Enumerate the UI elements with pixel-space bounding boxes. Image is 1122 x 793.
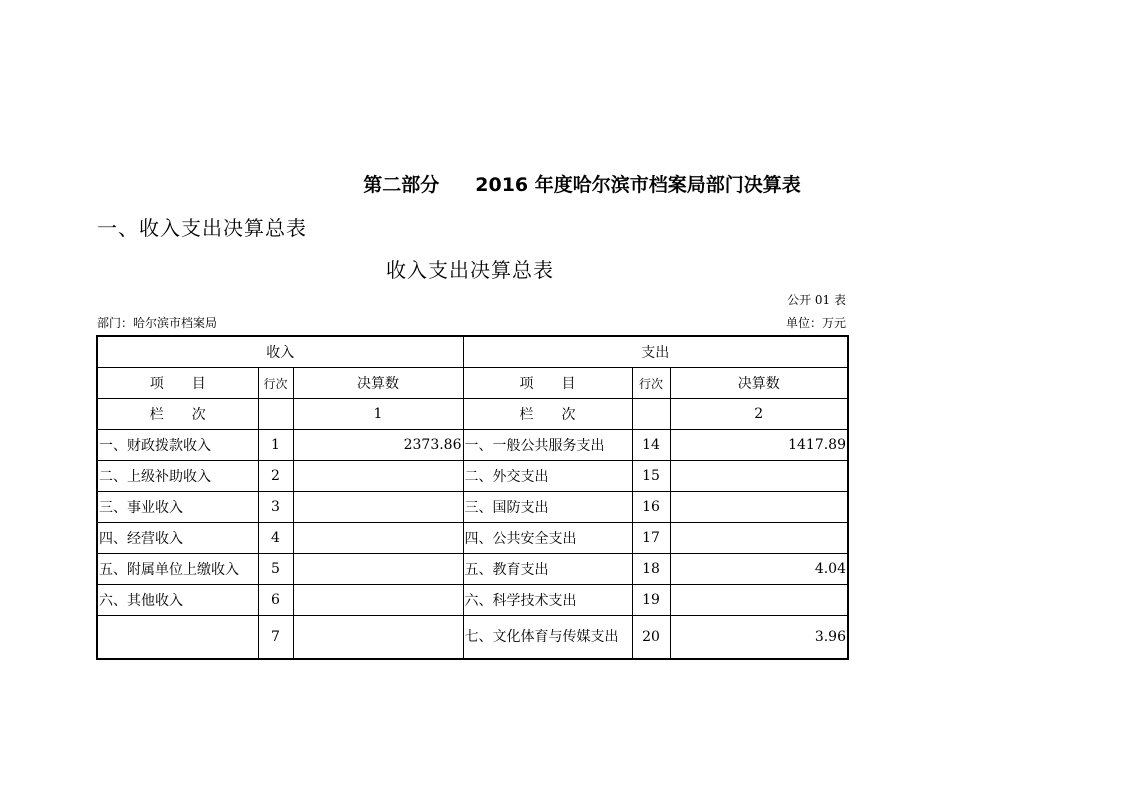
income-amount: [293, 616, 463, 660]
expense-amount: 3.96: [670, 616, 848, 660]
department-label: 部门：哈尔滨市档案局: [97, 316, 218, 330]
expense-item: 七、文化体育与传媒支出: [463, 616, 632, 660]
income-item: 五、附属单位上缴收入: [97, 554, 258, 585]
income-amount-header: 决算数: [293, 368, 463, 399]
income-header: 收入: [97, 336, 463, 368]
expense-item: 三、国防支出: [463, 492, 632, 523]
income-row-header: 行次: [258, 368, 293, 399]
income-item: 四、经营收入: [97, 523, 258, 554]
page-title: [0, 170, 1122, 197]
section-title: 一、收入支出决算总表: [97, 216, 307, 240]
expense-item: 五、教育支出: [463, 554, 632, 585]
expense-amount: [670, 585, 848, 616]
column-header-row: [97, 368, 848, 399]
table-title: 收入支出决算总表: [386, 258, 554, 282]
form-code: 公开 01 表: [787, 293, 846, 307]
expense-amount-header: 决算数: [670, 368, 848, 399]
expense-item-header: 项 目: [463, 368, 632, 399]
expense-amount: 4.04: [670, 554, 848, 585]
income-row-number: 2: [258, 461, 293, 492]
income-row-number: 4: [258, 523, 293, 554]
summary-table: [96, 335, 849, 660]
income-row-number: 1: [258, 430, 293, 461]
income-amount: [293, 523, 463, 554]
expense-lanci-empty: [632, 399, 670, 430]
income-item: 三、事业收入: [97, 492, 258, 523]
income-row-number: 3: [258, 492, 293, 523]
document-title: 2016 年度哈尔滨市档案局部门决算表: [475, 174, 801, 196]
expense-amount: [670, 523, 848, 554]
expense-amount: 1417.89: [670, 430, 848, 461]
table-row: [97, 430, 848, 461]
income-lanci-label: 栏 次: [97, 399, 258, 430]
table-row: [97, 585, 848, 616]
income-amount: 2373.86: [293, 430, 463, 461]
income-item: 二、上级补助收入: [97, 461, 258, 492]
expense-amount: [670, 492, 848, 523]
table-row: [97, 523, 848, 554]
income-lanci-empty: [258, 399, 293, 430]
part-label: 第二部分: [363, 174, 440, 196]
income-amount: [293, 554, 463, 585]
table-row: [97, 616, 848, 660]
expense-row-number: 17: [632, 523, 670, 554]
expense-amount: [670, 461, 848, 492]
income-row-number: 5: [258, 554, 293, 585]
expense-row-number: 14: [632, 430, 670, 461]
expense-column-number: 2: [670, 399, 848, 430]
income-amount: [293, 585, 463, 616]
income-item: [97, 616, 258, 660]
income-column-number: 1: [293, 399, 463, 430]
expense-lanci-label: 栏 次: [463, 399, 632, 430]
expense-item: 二、外交支出: [463, 461, 632, 492]
income-amount: [293, 461, 463, 492]
table-header-row: [97, 336, 848, 368]
expense-item: 四、公共安全支出: [463, 523, 632, 554]
income-row-number: 7: [258, 616, 293, 660]
table-row: [97, 492, 848, 523]
expense-row-header: 行次: [632, 368, 670, 399]
expense-row-number: 18: [632, 554, 670, 585]
income-item: 六、其他收入: [97, 585, 258, 616]
column-number-row: [97, 399, 848, 430]
income-amount: [293, 492, 463, 523]
unit-label: 单位：万元: [785, 316, 846, 330]
expense-row-number: 19: [632, 585, 670, 616]
income-item: 一、财政拨款收入: [97, 430, 258, 461]
expense-row-number: 15: [632, 461, 670, 492]
income-item-header: 项 目: [97, 368, 258, 399]
expense-row-number: 16: [632, 492, 670, 523]
table-row: [97, 461, 848, 492]
expense-header: 支出: [463, 336, 848, 368]
expense-row-number: 20: [632, 616, 670, 660]
income-row-number: 6: [258, 585, 293, 616]
expense-item: 一、一般公共服务支出: [463, 430, 632, 461]
table-row: [97, 554, 848, 585]
expense-item: 六、科学技术支出: [463, 585, 632, 616]
